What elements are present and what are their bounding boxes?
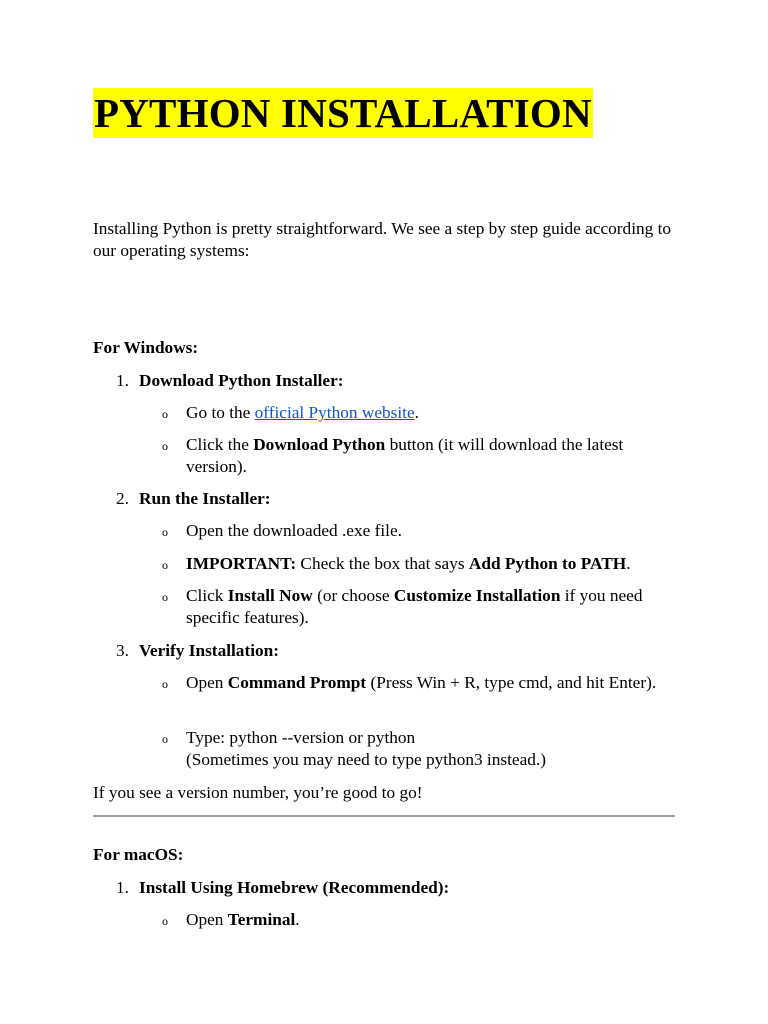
step-title-install-homebrew: Install Using Homebrew (Recommended):: [139, 878, 450, 897]
step-number: 2.: [116, 489, 129, 508]
step-number: 3.: [116, 641, 129, 660]
bullet-marker: o: [162, 558, 168, 572]
step-title-run-installer: Run the Installer:: [139, 489, 271, 508]
windows-heading: For Windows:: [93, 338, 199, 357]
list-item: Click Install Now (or choose Customize Installation if you need specific features).: [186, 586, 643, 627]
page-title: PYTHON INSTALLATION: [94, 90, 592, 136]
list-item: Open Terminal.: [186, 910, 300, 929]
bullet-marker: o: [162, 407, 168, 421]
bullet-marker: o: [162, 590, 168, 604]
list-item: Go to the official Python website.: [186, 403, 419, 422]
bullet-marker: o: [162, 677, 168, 691]
step-title-download-installer: Download Python Installer:: [139, 371, 344, 390]
bullet-marker: o: [162, 914, 168, 928]
step-title-verify-installation: Verify Installation:: [139, 641, 280, 660]
list-item: Open the downloaded .exe file.: [186, 521, 402, 540]
list-item: IMPORTANT: Check the box that says Add Python to PATH.: [186, 554, 631, 573]
horizontal-divider: [93, 815, 675, 817]
macos-heading: For macOS:: [93, 845, 184, 864]
list-item: Click the Download Python button (it will download the latest version).: [186, 435, 624, 476]
bullet-marker: o: [162, 439, 168, 453]
bullet-marker: o: [162, 732, 168, 746]
list-item: Open Command Prompt (Press Win + R, type cmd, and hit Enter).: [186, 673, 657, 692]
intro-paragraph: Installing Python is pretty straightforward. We see a step by step guide according to our operating systems:: [93, 219, 672, 260]
official-python-website-link[interactable]: official Python website: [254, 403, 415, 422]
bullet-marker: o: [162, 525, 168, 539]
closing-note: If you see a version number, you’re good to go!: [93, 783, 423, 802]
step-number: 1.: [116, 878, 129, 897]
list-item: Type: python --version or python (Sometimes you may need to type python3 instead.): [186, 728, 546, 769]
step-number: 1.: [116, 371, 129, 390]
